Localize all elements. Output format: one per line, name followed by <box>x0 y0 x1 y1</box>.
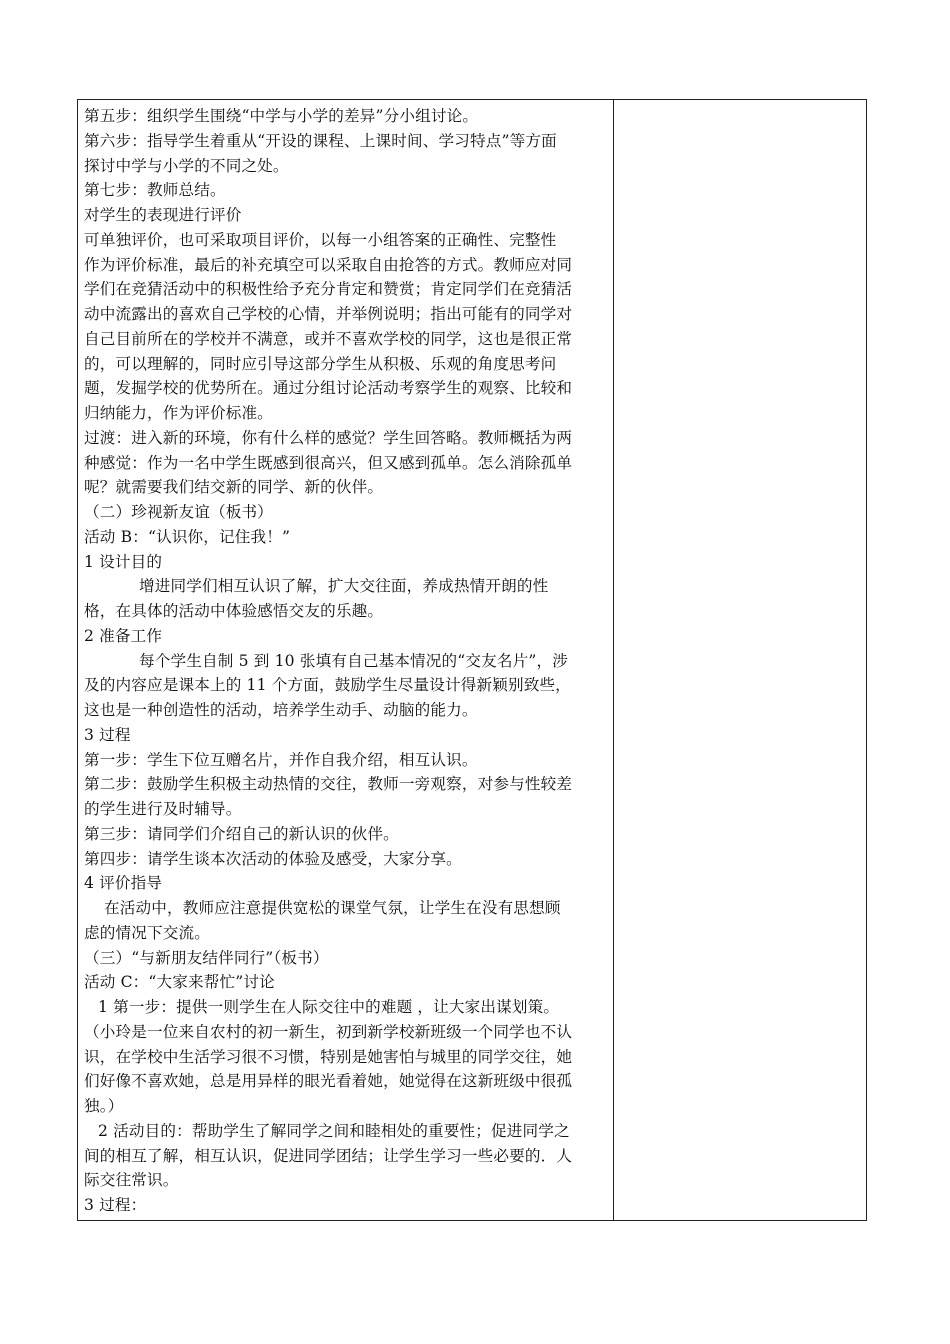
subheading: 3 过程 <box>84 725 131 744</box>
text-line: 探讨中学与小学的不同之处。 <box>84 156 289 175</box>
subheading: 2 准备工作 <box>84 626 163 645</box>
text-line: 第一步：学生下位互赠名片，并作自我介绍，相互认识。 <box>84 750 478 769</box>
text-line: 自己目前所在的学校并不满意，或并不喜欢学校的同学，这也是很正常 <box>84 329 573 348</box>
text-line: 际交往常识。 <box>84 1171 179 1190</box>
text-line: 过渡：进入新的环境，你有什么样的感觉？学生回答略。教师概括为两 <box>84 428 573 447</box>
text-line: （小玲是一位来自农村的初一新生，初到新学校新班级一个同学也不认 <box>84 1022 573 1041</box>
text-line: 及的内容应是课本上的 11 个方面，鼓励学生尽量设计得新颖别致些， <box>84 676 571 695</box>
text-line: 动中流露出的喜欢自己学校的心情，并举例说明；指出可能有的同学对 <box>84 305 573 323</box>
activity-heading: 活动 C：“大家来帮忙”讨论 <box>84 973 275 992</box>
text-line: 对学生的表现进行评价 <box>84 206 242 224</box>
text-line: 学们在竞猜活动中的积极性给予充分肯定和赞赏；肯定同学们在竞猜活 <box>84 280 573 299</box>
section-heading: （三）“与新朋友结伴同行”（板书） <box>84 948 329 967</box>
text-line: 虑的情况下交流。 <box>84 923 210 942</box>
text-line: 第五步：组织学生围绕“中学与小学的差异”分小组讨论。 <box>84 107 479 125</box>
text-line: 可单独评价，也可采取项目评价，以每一小组答案的正确性、完整性 <box>84 230 557 249</box>
text-line: 格，在具体的活动中体验感悟交友的乐趣。 <box>84 602 384 620</box>
text-line: 第三步：请同学们介绍自己的新认识的伙伴。 <box>84 824 399 843</box>
text-line: 1 第一步：提供一则学生在人际交往中的难题 ，让大家出谋划策。 <box>98 998 560 1016</box>
text-line: 每个学生自制 5 到 10 张填有自己基本情况的“交友名片”，涉 <box>139 651 568 670</box>
section-heading: （二）珍视新友谊（板书） <box>84 503 273 521</box>
notes-cell <box>614 100 866 1220</box>
text-line: 呢？就需要我们结交新的同学、新的伙伴。 <box>84 478 384 497</box>
lesson-content-cell <box>78 100 614 1220</box>
text-line: 识，在学校中生活学习很不习惯，特别是她害怕与城里的同学交往，她 <box>84 1047 573 1066</box>
text-line: 间的相互了解，相互认识，促进同学团结；让学生学习一些必要的．人 <box>84 1146 573 1165</box>
text-line: 增进同学们相互认识了解，扩大交往面，养成热情开朗的性 <box>139 577 549 596</box>
text-line: 这也是一种创造性的活动，培养学生动手、动脑的能力。 <box>84 701 478 719</box>
text-line: 的，可以理解的，同时应引导这部分学生从积极、乐观的角度思考问 <box>84 354 557 373</box>
text-line: 第二步：鼓励学生积极主动热情的交往，教师一旁观察，对参与性较差 <box>84 775 573 794</box>
text-line: 在活动中，教师应注意提供宽松的课堂气氛，让学生在没有思想顾 <box>104 899 561 917</box>
text-line: 第六步：指导学生着重从“开设的课程、上课时间、学习特点”等方面 <box>84 131 557 150</box>
text-line: 种感觉：作为一名中学生既感到很高兴，但又感到孤单。怎么消除孤单 <box>84 453 573 472</box>
text-line: 的学生进行及时辅导。 <box>84 800 242 818</box>
activity-heading: 活动 B：“认识你，记住我！” <box>84 527 291 546</box>
subheading: 1 设计目的 <box>84 552 163 571</box>
subheading: 4 评价指导 <box>84 874 163 893</box>
text-line: 独。） <box>84 1097 124 1115</box>
text-line: 们好像不喜欢她，总是用异样的眼光看着她，她觉得在这新班级中很孤 <box>84 1072 573 1091</box>
text-line: 作为评价标准，最后的补充填空可以采取自由抢答的方式。教师应对同 <box>84 255 573 274</box>
text-line: 题，发掘学校的优势所在。通过分组讨论活动考察学生的观察、比较和 <box>84 379 573 398</box>
lesson-table <box>77 99 867 1221</box>
subheading: 3 过程： <box>84 1196 147 1214</box>
text-line: 2 活动目的：帮助学生了解同学之间和睦相处的重要性；促进同学之 <box>98 1121 570 1140</box>
text-line: 第四步：请学生谈本次活动的体验及感受，大家分享。 <box>84 849 462 868</box>
text-line: 归纳能力，作为评价标准。 <box>84 404 273 422</box>
text-line: 第七步：教师总结。 <box>84 181 226 200</box>
